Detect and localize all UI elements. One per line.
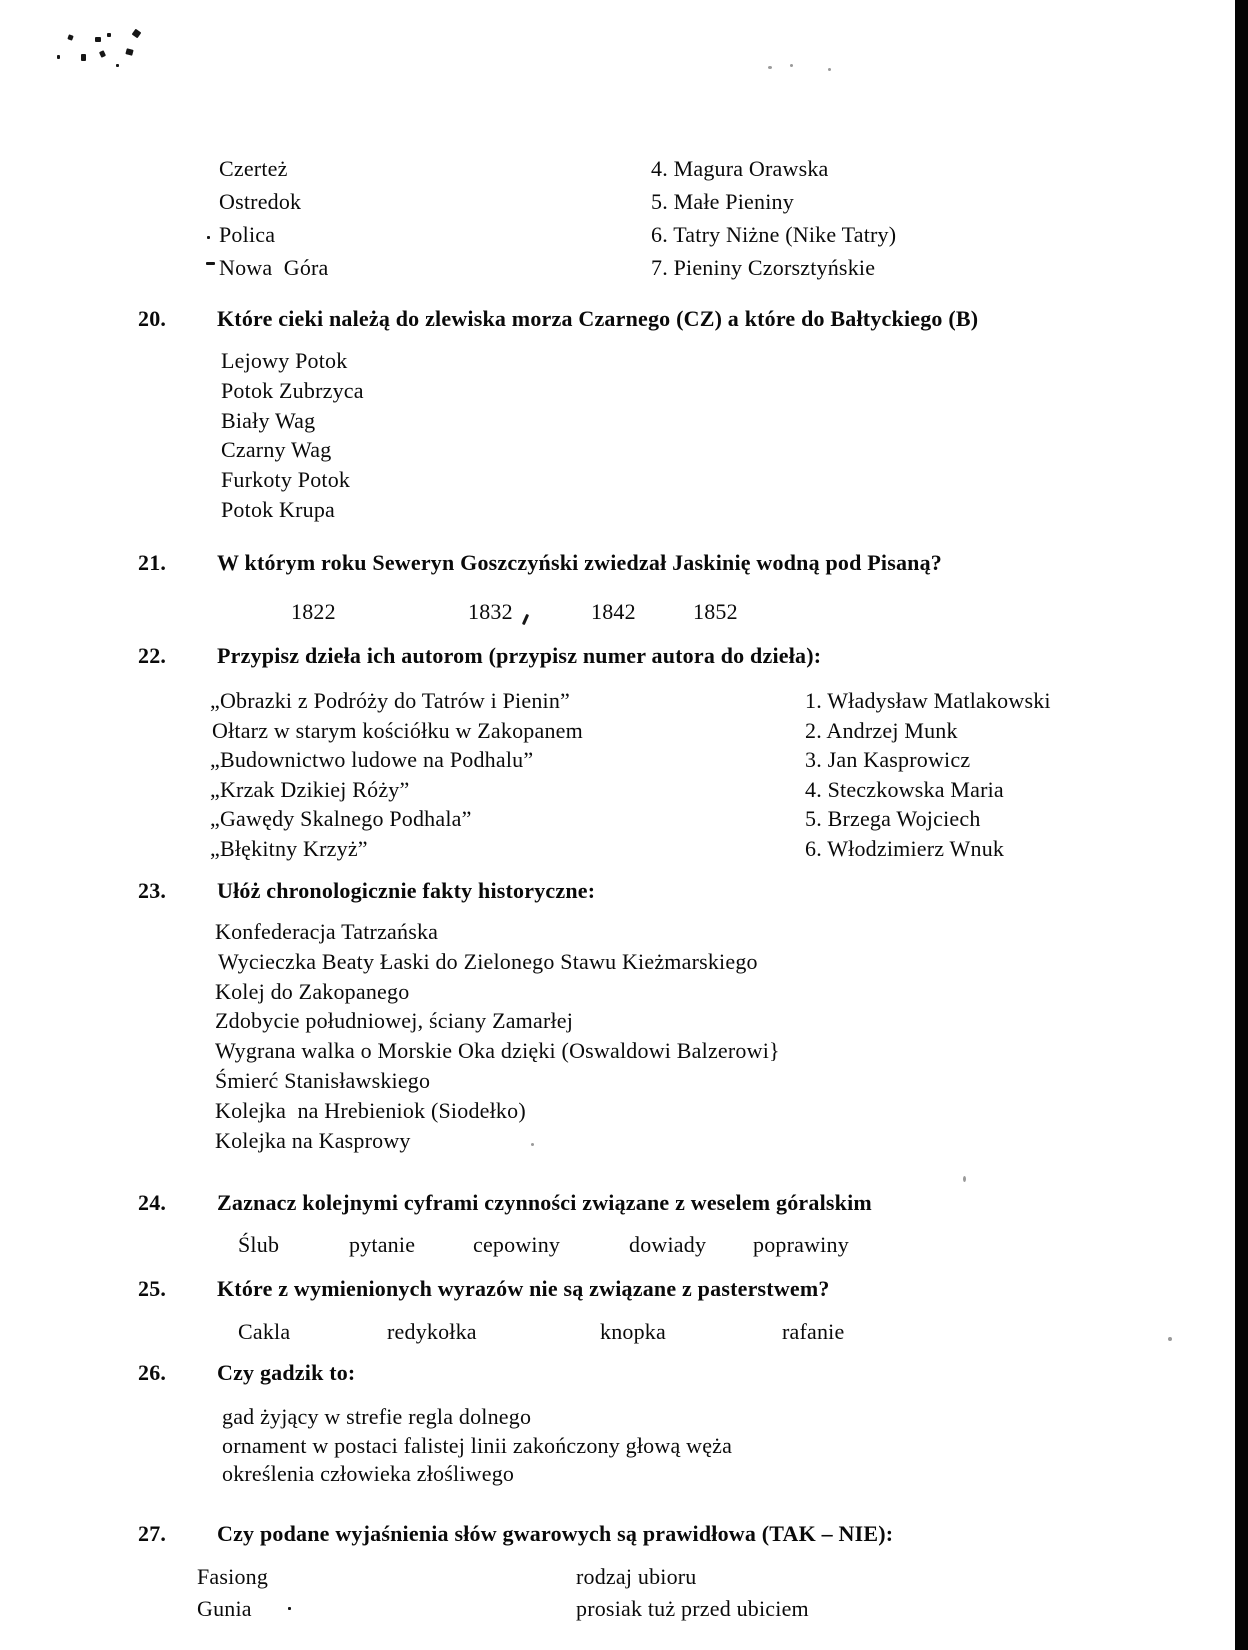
q22-work: „Budownictwo ludowe na Podhalu” bbox=[210, 747, 534, 772]
q23-number: 23. bbox=[138, 878, 167, 903]
q24-option: dowiady bbox=[629, 1232, 707, 1257]
q23-item: Kolej do Zakopanego bbox=[215, 979, 410, 1004]
matching-left-item: Nowa Góra bbox=[219, 255, 329, 280]
matching-right-item: 7. Pieniny Czorsztyńskie bbox=[651, 255, 876, 280]
q24-option: cepowiny bbox=[473, 1232, 561, 1257]
scan-speck bbox=[206, 262, 215, 265]
q26-item: gad żyjący w strefie regla dolnego bbox=[222, 1404, 532, 1429]
scan-speck bbox=[207, 236, 210, 239]
q25-number: 25. bbox=[138, 1276, 167, 1301]
q27-term: Gunia bbox=[197, 1596, 252, 1621]
scan-speck bbox=[531, 1143, 534, 1146]
scan-speck bbox=[99, 50, 106, 58]
scan-speck bbox=[116, 64, 119, 67]
q25-heading: Które z wymienionych wyrazów nie są związane z pasterstwem? bbox=[217, 1276, 830, 1301]
scan-speck bbox=[81, 54, 86, 61]
q24-option: Ślub bbox=[238, 1232, 280, 1257]
q21-option: 1852 bbox=[693, 599, 738, 624]
q22-author: 4. Steczkowska Maria bbox=[805, 777, 1004, 802]
scan-speck bbox=[790, 64, 793, 67]
q22-work: „Błękitny Krzyż” bbox=[210, 836, 368, 861]
matching-right-item: 4. Magura Orawska bbox=[651, 156, 829, 181]
q24-option: pytanie bbox=[349, 1232, 416, 1257]
q24-number: 24. bbox=[138, 1190, 167, 1215]
scan-speck bbox=[1168, 1337, 1172, 1341]
q23-item: Śmierć Stanisławskiego bbox=[215, 1068, 431, 1093]
matching-left-item: Czerteż bbox=[219, 156, 288, 181]
q22-author: 6. Włodzimierz Wnuk bbox=[805, 836, 1005, 861]
scan-speck bbox=[828, 68, 831, 71]
q27-heading: Czy podane wyjaśnienia słów gwarowych są prawidłowa (TAK – NIE): bbox=[217, 1521, 894, 1546]
scan-speck bbox=[125, 48, 133, 56]
q20-item: Biały Wag bbox=[221, 408, 316, 433]
q24-heading: Zaznacz kolejnymi cyframi czynności związane z weselem góralskim bbox=[217, 1190, 872, 1215]
scan-speck bbox=[95, 37, 101, 42]
q27-term: Fasiong bbox=[197, 1564, 269, 1589]
q21-number: 21. bbox=[138, 550, 167, 575]
q21-option: 1822 bbox=[291, 599, 336, 624]
matching-right-item: 5. Małe Pieniny bbox=[651, 189, 794, 214]
matching-right-item: 6. Tatry Niżne (Nike Tatry) bbox=[651, 222, 897, 247]
q22-number: 22. bbox=[138, 643, 167, 668]
q22-author: 2. Andrzej Munk bbox=[805, 718, 958, 743]
matching-left-item: Ostredok bbox=[219, 189, 302, 214]
scan-edge-bar bbox=[1235, 0, 1248, 1650]
scan-speck bbox=[963, 1176, 966, 1182]
q22-author: 1. Władysław Matlakowski bbox=[805, 688, 1051, 713]
q23-heading: Ułóż chronologicznie fakty historyczne: bbox=[217, 878, 596, 903]
q21-option: 1832 bbox=[468, 599, 513, 624]
q25-option: redykołka bbox=[387, 1319, 477, 1344]
q26-heading: Czy gadzik to: bbox=[217, 1360, 356, 1385]
q20-item: Lejowy Potok bbox=[221, 348, 348, 373]
q23-item: Kolejka na Hrebieniok (Siodełko) bbox=[215, 1098, 526, 1123]
q26-number: 26. bbox=[138, 1360, 167, 1385]
q20-item: Czarny Wag bbox=[221, 437, 332, 462]
matching-left-item: Polica bbox=[219, 222, 276, 247]
q22-author: 5. Brzega Wojciech bbox=[805, 806, 981, 831]
q27-definition: prosiak tuż przed ubiciem bbox=[576, 1596, 809, 1621]
q25-option: Cakla bbox=[238, 1319, 291, 1344]
q27-definition: rodzaj ubioru bbox=[576, 1564, 697, 1589]
q20-item: Potok Krupa bbox=[221, 497, 336, 522]
q23-item: Wygrana walka o Morskie Oka dzięki (Oswaldowi Balzerowi} bbox=[215, 1038, 780, 1063]
scan-speck bbox=[107, 33, 111, 37]
scan-speck bbox=[522, 614, 529, 625]
q25-option: rafanie bbox=[782, 1319, 845, 1344]
q20-number: 20. bbox=[138, 306, 167, 331]
q21-option: 1842 bbox=[591, 599, 636, 624]
q25-option: knopka bbox=[600, 1319, 666, 1344]
scan-speck bbox=[288, 1607, 291, 1610]
q22-work: Ołtarz w starym kościółku w Zakopanem bbox=[212, 718, 583, 743]
scan-speck bbox=[67, 34, 73, 40]
q26-item: określenia człowieka złośliwego bbox=[222, 1461, 515, 1486]
q20-item: Furkoty Potok bbox=[221, 467, 351, 492]
q26-item: ornament w postaci falistej linii zakończony głową węża bbox=[222, 1433, 733, 1458]
q23-item: Zdobycie południowej, ściany Zamarłej bbox=[215, 1008, 574, 1033]
q20-item: Potok Zubrzyca bbox=[221, 378, 364, 403]
q20-heading: Które cieki należą do zlewiska morza Czarnego (CZ) a które do Bałtyckiego (B) bbox=[217, 306, 979, 331]
q22-work: „Krzak Dzikiej Róży” bbox=[210, 777, 410, 802]
q27-number: 27. bbox=[138, 1521, 167, 1546]
q21-heading: W którym roku Seweryn Goszczyński zwiedzał Jaskinię wodną pod Pisaną? bbox=[217, 550, 942, 575]
q22-author: 3. Jan Kasprowicz bbox=[805, 747, 971, 772]
q22-work: „Gawędy Skalnego Podhala” bbox=[210, 806, 472, 831]
scan-speck bbox=[768, 66, 772, 69]
scan-speck bbox=[57, 55, 60, 59]
q24-option: poprawiny bbox=[753, 1232, 849, 1257]
q23-item: Wycieczka Beaty Łaski do Zielonego Stawu Kieżmarskiego bbox=[218, 949, 758, 974]
scan-speck bbox=[132, 29, 142, 39]
q22-heading: Przypisz dzieła ich autorom (przypisz numer autora do dzieła): bbox=[217, 643, 822, 668]
q22-work: „Obrazki z Podróży do Tatrów i Pienin” bbox=[210, 688, 571, 713]
q23-item: Kolejka na Kasprowy bbox=[215, 1128, 411, 1153]
q23-item: Konfederacja Tatrzańska bbox=[215, 919, 439, 944]
